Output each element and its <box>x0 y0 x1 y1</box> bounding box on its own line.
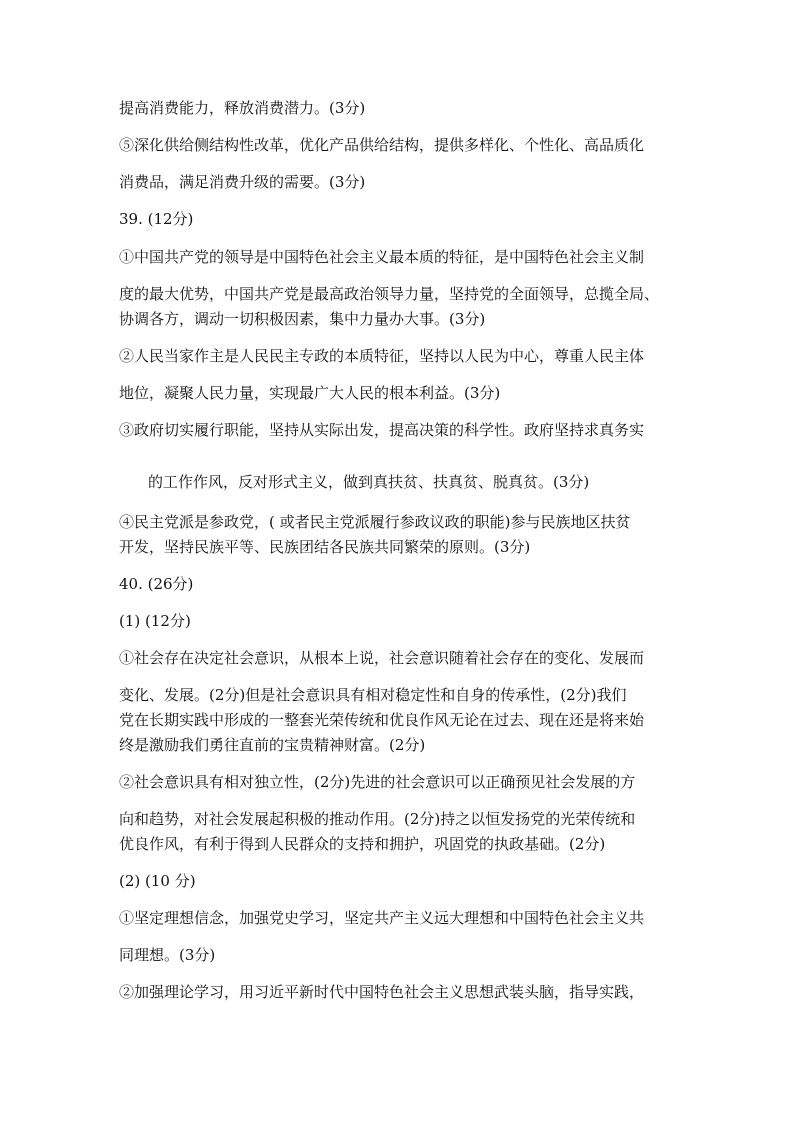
text-line: ①坚定理想信念，加强党史学习，坚定共产主义远大理想和中国特色社会主义共 <box>119 909 645 927</box>
text-line: 提高消费能力，释放消费潜力。(3分) <box>119 99 366 117</box>
text-line: 地位，凝聚人民力量，实现最广大人民的根本利益。(3分) <box>119 384 501 402</box>
text-line: ②加强理论学习，用习近平新时代中国特色社会主义思想武装头脑，指导实践， <box>119 983 645 1001</box>
section-heading: 39. (12分) <box>119 210 194 228</box>
text-line: ①中国共产党的领导是中国特色社会主义最本质的特征，是中国特色社会主义制 <box>119 248 645 266</box>
text-line: 变化、发展。(2分)但是社会意识具有相对稳定性和自身的传承性，(2分)我们 <box>119 686 627 704</box>
text-line: 的工作作风，反对形式主义，做到真扶贫、扶真贫、脱真贫。(3分) <box>148 473 590 491</box>
text-line: ④民主党派是参政党，( 或者民主党派履行参政议政的职能)参与民族地区扶贫 <box>119 513 631 531</box>
text-line: ①社会存在决定社会意识，从根本上说，社会意识随着社会存在的变化、发展而 <box>119 649 645 667</box>
text-line: 度的最大优势，中国共产党是最高政治领导力量，坚持党的全面领导，总揽全局、 <box>119 285 660 303</box>
subsection-heading: (1) (12分) <box>119 612 191 630</box>
text-line: 消费品，满足消费升级的需要。(3分) <box>119 173 366 191</box>
subsection-heading: (2) (10 分) <box>119 872 196 890</box>
text-line: 协调各方，调动一切积极因素，集中力量办大事。(3分) <box>119 310 486 328</box>
text-line: ②社会意识具有相对独立性，(2分)先进的社会意识可以正确预见社会发展的方 <box>119 773 636 791</box>
text-line: 优良作风，有利于得到人民群众的支持和拥护，巩固党的执政基础。(2分) <box>119 835 606 853</box>
text-line: ②人民当家作主是人民民主专政的本质特征，坚持以人民为中心，尊重人民主体 <box>119 347 645 365</box>
text-line: 开发，坚持民族平等、民族团结各民族共同繁荣的原则。(3分) <box>119 538 531 556</box>
text-line: 同理想。(3分) <box>119 946 216 964</box>
text-line: 党在长期实践中形成的一整套光荣传统和优良作风无论在过去、现在还是将来始 <box>119 711 645 729</box>
text-line: ⑤深化供给侧结构性改革，优化产品供给结构，提供多样化、个性化、高品质化 <box>119 136 645 154</box>
text-line: 向和趋势，对社会发展起积极的推动作用。(2分)持之以恒发扬党的光荣传统和 <box>119 810 636 828</box>
text-line: ③政府切实履行职能，坚持从实际出发，提高决策的科学性。政府坚持求真务实 <box>119 421 645 439</box>
text-line: 终是激励我们勇往直前的宝贵精神财富。(2分) <box>119 736 426 754</box>
section-heading: 40. (26分) <box>119 575 194 593</box>
